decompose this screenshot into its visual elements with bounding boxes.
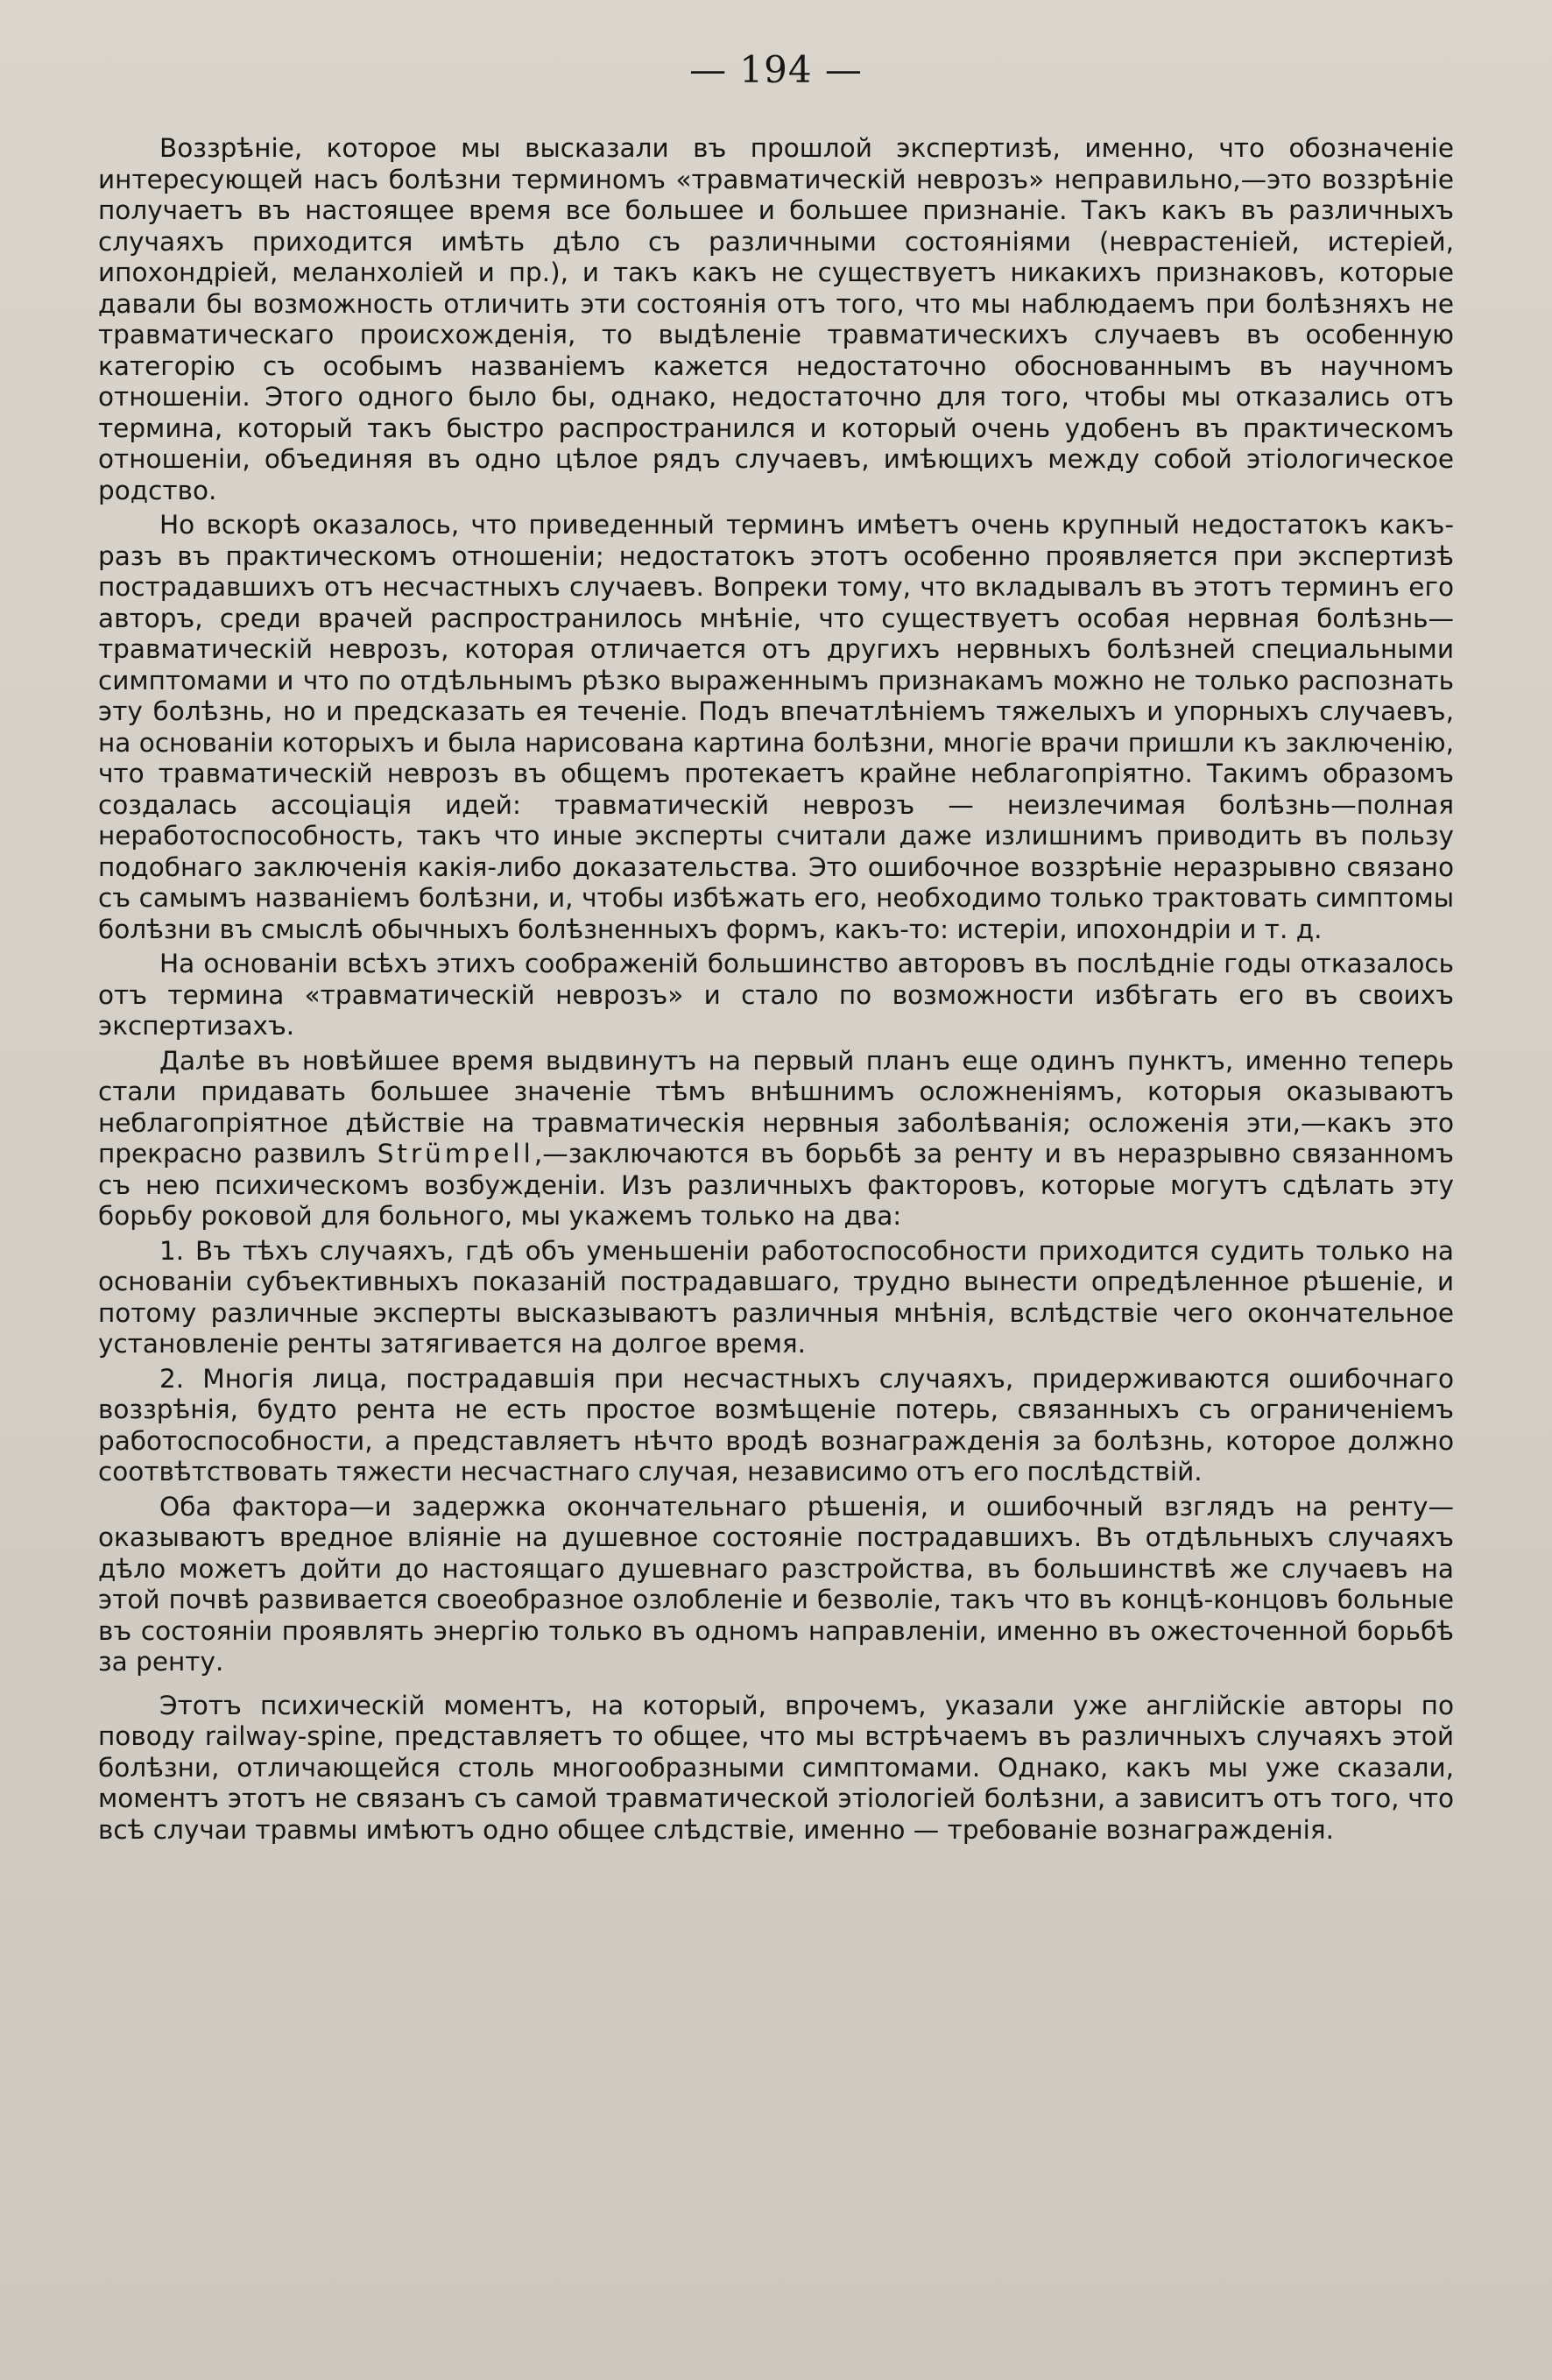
page-number: — 194 — (689, 48, 863, 91)
paragraph-4 (98, 1046, 1454, 1232)
paragraph-2: Но вскорѣ оказалось, что приведенный терминъ имѣетъ очень крупный недостатокъ какъ-разъ въ практическомъ отношеніи; недостатокъ этотъ особенно проявляется при экспертизѣ пострадавшихъ отъ несчастныхъ случаевъ. Вопреки тому, что вкладывалъ въ этотъ терминъ его авторъ, среди врачей распространилось мнѣніе, что существуетъ особая нервная болѣзнь—травматическій неврозъ, которая отличается отъ другихъ нервныхъ болѣзней специальными симптомами и что по отдѣльнымъ рѣзко выраженнымъ признакамъ можно не только распознать эту болѣзнь, но и предсказать ея теченіе. Подъ впечатлѣніемъ тяжелыхъ и упорныхъ случаевъ, на основаніи которыхъ и была нарисована картина болѣзни, многіе врачи пришли къ заключенію, что травматическій неврозъ въ общемъ протекаетъ крайне неблагопріятно. Такимъ образомъ создалась ассоціація идей: травматическій неврозъ — неизлечимая болѣзнь—полная неработоспособность, такъ что иные эксперты считали даже излишнимъ приводить въ пользу подобнаго заключенія какія-либо доказательства. Это ошибочное воззрѣніе неразрывно связано съ самымъ названіемъ болѣзни, и, чтобы избѣжать его, необходимо только трактовать симптомы болѣзни въ смыслѣ обычныхъ болѣзненныхъ формъ, какъ-то: истеріи, ипохондріи и т. д. (98, 510, 1454, 944)
paragraph-list-item-1: 1. Въ тѣхъ случаяхъ, гдѣ объ уменьшеніи работоспособности приходится судить только на основаніи субъективныхъ показаній пострадавшаго, трудно вынести опредѣленное рѣшеніе, и потому различные эксперты высказываютъ различныя мнѣнія, вслѣдствіе чего окончательное установленіе ренты затягивается на долгое время. (98, 1235, 1454, 1359)
paragraph-5: Оба фактора—и задержка окончательнаго рѣшенія, и ошибочный взглядъ на ренту—оказываютъ вредное вліяніе на душевное состояніе пострадавшихъ. Въ отдѣльныхъ случаяхъ дѣло можетъ дойти до настоящаго душевнаго разстройства, въ большинствѣ же случаевъ на этой почвѣ развивается своеобразное озлобленіе и безволіе, такъ что въ концѣ-концовъ больные въ состояніи проявлять энергію только въ одномъ направленіи, именно въ ожесточенной борьбѣ за ренту. (98, 1491, 1454, 1677)
paragraph-6: Этотъ психическій моментъ, на который, впрочемъ, указали уже англійскіе авторы по поводу railway-spine, представляетъ то общее, что мы встрѣчаемъ въ различныхъ случаяхъ этой болѣзни, отличающейся столь многообразными симптомами. Однако, какъ мы уже сказали, моментъ этотъ не связанъ съ самой травматической этіологіей болѣзни, а зависитъ отъ того, что всѣ случаи травмы имѣютъ одно общее слѣдствіе, именно — требованіе вознагражденія. (98, 1690, 1454, 1845)
paragraph-4-start: Далѣе въ новѣйшее время выдвинутъ на первый планъ еще одинъ пунктъ, именно теперь стали придавать большее значеніе тѣмъ внѣшнимъ осложненіямъ, которыя оказываютъ неблагопріятное дѣйствіе на травматическія нервныя заболѣванія; осложенія эти,—какъ это прекрасно развилъ (98, 1045, 1454, 1169)
body-text (98, 133, 1454, 1846)
paragraph-list-item-2: 2. Многія лица, пострадавшія при несчастныхъ случаяхъ, придерживаются ошибочнаго воззрѣнія, будто рента не есть простое возмѣщеніе потерь, связанныхъ съ ограниченіемъ работоспособности, а представляетъ нѣчто вродѣ вознагражденія за болѣзнь, которое должно соотвѣтствовать тяжести несчастнаго случая, независимо отъ его послѣдствій. (98, 1363, 1454, 1487)
author-name-strumpell: Strümpell (377, 1139, 534, 1169)
paragraph-1: Воззрѣніе, которое мы высказали въ прошлой экспертизѣ, именно, что обозначеніе интересующей насъ болѣзни терминомъ «травматическій неврозъ» неправильно,—это воззрѣніе получаетъ въ настоящее время все большее и большее признаніе. Такъ какъ въ различныхъ случаяхъ приходится имѣть дѣло съ различными состояніями (неврастеніей, истеріей, ипохондріей, меланхоліей и пр.), и такъ какъ не существуетъ никакихъ признаковъ, которые давали бы возможность отличить эти состоянія отъ того, что мы наблюдаемъ при болѣзняхъ не травматическаго происхожденія, то выдѣленіе травматическихъ случаевъ въ особенную категорію съ особымъ названіемъ кажется недостаточно обоснованнымъ въ научномъ отношеніи. Этого одного было бы, однако, недостаточно для того, чтобы мы отказались отъ термина, который такъ быстро распространился и который очень удобенъ въ практическомъ отношеніи, объединяя въ одно цѣлое рядъ случаевъ, имѣющихъ между собой этіологическое родство. (98, 133, 1454, 505)
paragraph-4-end: ,—заключаются въ борьбѣ за ренту и въ неразрывно связанномъ съ нею психическомъ возбужденіи. Изъ различныхъ факторовъ, которые могутъ сдѣлать эту борьбу роковой для больного, мы укажемъ только на два: (98, 1139, 1454, 1231)
paragraph-3: На основаніи всѣхъ этихъ соображеній большинство авторовъ въ послѣдніе годы отказалось отъ термина «травматическій неврозъ» и стало по возможности избѣгать его въ своихъ экспертизахъ. (98, 949, 1454, 1041)
